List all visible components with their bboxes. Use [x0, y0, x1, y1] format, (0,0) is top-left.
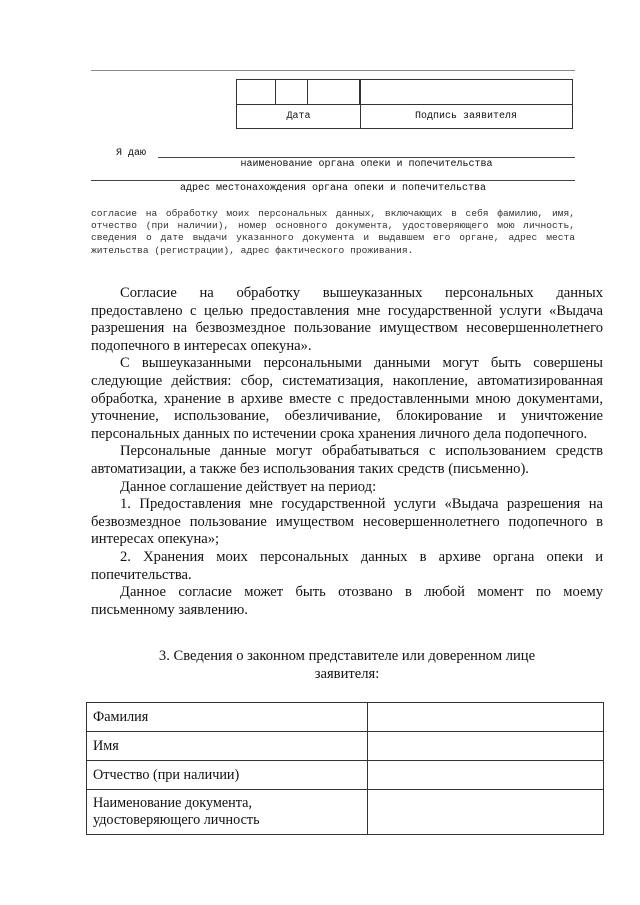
section-3-title-line1: 3. Сведения о законном представителе или доверенном лице	[158, 648, 536, 664]
body-paragraph: Согласие на обработку вышеуказанных персональных данных предоставлено с целью предоставления мне государственной услуги «Выдача разрешения на безвозмездное пользование имуществом несовершеннолетнего подопечного в интересах опекуна».	[91, 285, 603, 354]
date-table-hline	[237, 104, 572, 105]
representative-table	[86, 702, 604, 835]
section-3-title	[91, 648, 603, 683]
date-month-cell[interactable]	[276, 80, 308, 104]
consent-details: согласие на обработку моих персональных данных, включающих в себя фамилию, имя, отчество (при наличии), номер основного документа, удостоверяющего мою личность, сведения о дате выдачи указанного документа и выдавшем его органе, адрес места жительства (регистрации), адрес фактического проживания.	[91, 208, 575, 256]
body-paragraph: 1. Предоставления мне государственной услуги «Выдача разрешения на безвозмездное пользование имуществом несовершеннолетнего подопечного в интересах опекуна»;	[91, 496, 603, 548]
body-paragraph: Данное согласие может быть отозвано в любой момент по моему письменному заявлению.	[91, 584, 603, 618]
table-row	[87, 732, 604, 761]
table-row	[87, 703, 604, 732]
top-divider	[91, 70, 575, 71]
body-paragraph: Персональные данные могут обрабатываться с использованием средств автоматизации, а также без использования таких средств (письменно).	[91, 443, 603, 477]
body-paragraph: Данное соглашение действует на период:	[120, 478, 377, 495]
table-row	[87, 761, 604, 790]
surname-field[interactable]	[368, 703, 604, 732]
signature-label: Подпись заявителя	[414, 111, 518, 122]
id-document-label: Наименование документа, удостоверяющего личность	[87, 790, 368, 835]
organ-address-line[interactable]	[91, 180, 575, 181]
patronymic-field[interactable]	[368, 761, 604, 790]
patronymic-label: Отчество (при наличии)	[87, 761, 368, 790]
table-row	[87, 790, 604, 835]
name-field[interactable]	[368, 732, 604, 761]
organ-name-line[interactable]	[158, 157, 575, 158]
consent-body	[91, 285, 603, 619]
organ-address-caption: адрес местонахождения органа опеки и попечительства	[179, 183, 487, 194]
date-signature-table	[236, 79, 573, 129]
date-year-cell[interactable]	[308, 80, 360, 104]
name-label: Имя	[87, 732, 368, 761]
surname-label: Фамилия	[87, 703, 368, 732]
consent-prefix: Я даю	[116, 148, 147, 159]
body-paragraph: 2. Хранения моих персональных данных в архиве органа опеки и попечительства.	[91, 548, 603, 583]
date-label: Дата	[286, 111, 311, 122]
id-document-field[interactable]	[368, 790, 604, 835]
date-day-cell[interactable]	[237, 80, 276, 104]
section-3-title-line2: заявителя:	[314, 665, 380, 682]
organ-name-caption: наименование органа опеки и попечительства	[240, 159, 493, 170]
body-paragraph: С вышеуказанными персональными данными могут быть совершены следующие действия: сбор, систематизация, накопление, автоматизированная обработка, хранение в архиве вместе с предоставленными мною документами, уточнение, использование, обезличивание, блокирование и уничтожение персональных данных по истечении срока хранения личного дела подопечного.	[91, 355, 603, 442]
